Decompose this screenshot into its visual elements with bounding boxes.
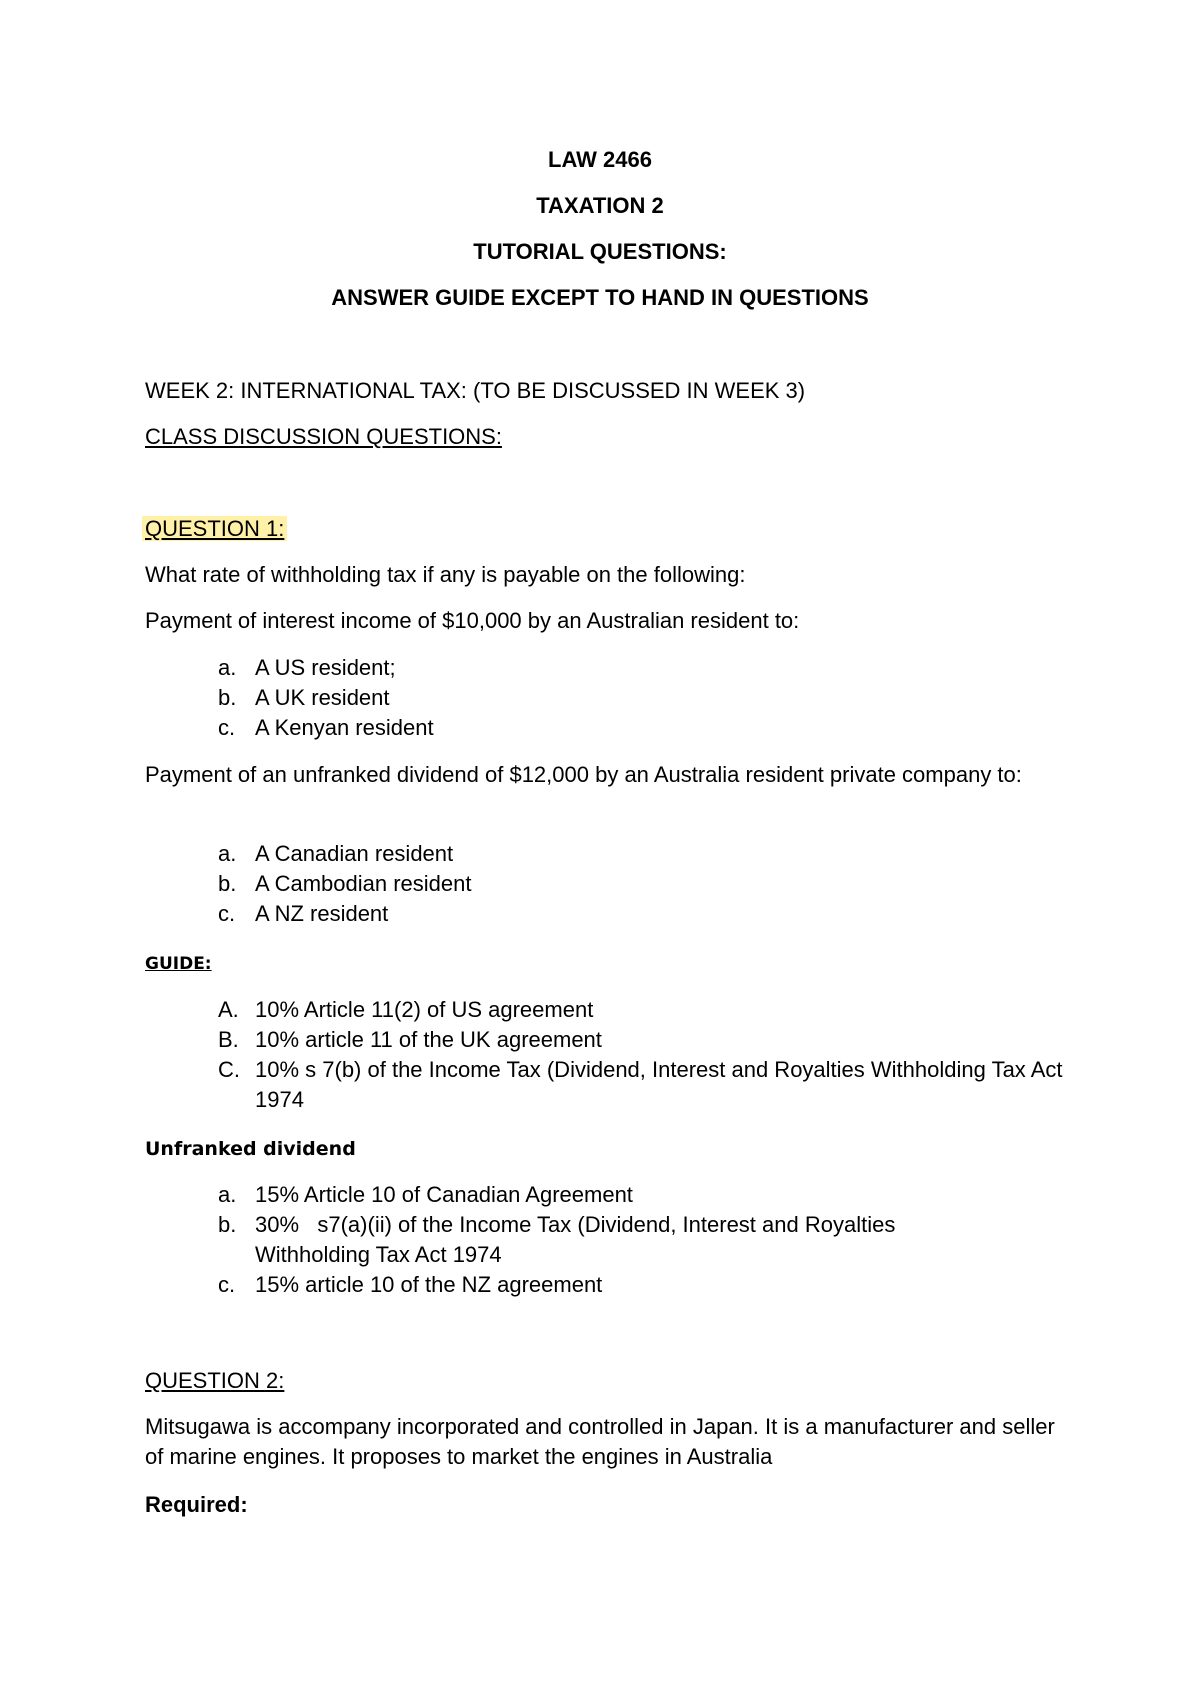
list-marker: c. [218,901,236,926]
list-item-text: 10% s 7(b) of the Income Tax (Dividend, Interest and Royalties Withholding Tax Act 1974 [255,1057,1063,1112]
unfranked-list [218,1180,978,1300]
list-marker: a. [218,1182,237,1207]
list-item-text: A US resident; [255,655,396,680]
guide-label: GUIDE: [145,954,212,974]
unfranked-dividend-label: Unfranked dividend [145,1138,356,1160]
list-marker: C. [218,1057,240,1082]
list-item [218,869,1078,899]
list-item-text: 15% article 10 of the NZ agreement [255,1272,603,1297]
list-item [218,1210,978,1270]
document-type: TUTORIAL QUESTIONS: [473,239,727,264]
list-item [218,683,1078,713]
list-item-text: 10% article 11 of the UK agreement [255,1027,602,1052]
list-item-text: 30% s7(a)(ii) of the Income Tax (Dividend, Interest and Royalties Withholding Tax Act 1974 [255,1212,902,1267]
list-item [218,653,1078,683]
list-item-text: A Cambodian resident [255,871,472,896]
list-item [218,713,1078,743]
course-name: TAXATION 2 [536,193,664,218]
list-item-text: 10% Article 11(2) of US agreement [255,997,594,1022]
week-heading: WEEK 2: INTERNATIONAL TAX: (TO BE DISCUSSED IN WEEK 3) [145,378,806,403]
required-label: Required: [145,1492,248,1517]
list-item [218,995,1078,1025]
list-marker: b. [218,1212,237,1237]
list-item [218,1270,978,1300]
list-marker: a. [218,841,237,866]
list-item [218,839,1078,869]
question-2-title: QUESTION 2: [145,1368,285,1393]
list-item-text: A NZ resident [255,901,389,926]
interest-list [218,653,1078,743]
list-marker: c. [218,1272,236,1297]
question-1-title-text: QUESTION 1: [142,516,287,541]
list-item [218,1025,1078,1055]
question-1-title [145,514,287,543]
guide-list [218,995,1078,1115]
list-item [218,1180,978,1210]
course-code: LAW 2466 [548,147,652,172]
list-item-text: A UK resident [255,685,390,710]
list-marker: a. [218,655,237,680]
section-heading: CLASS DISCUSSION QUESTIONS: [145,424,502,449]
question-2-body: Mitsugawa is accompany incorporated and controlled in Japan. It is a manufacturer and seller of marine engines. It proposes to market the engines in Australia [145,1414,1055,1469]
list-item-text: 15% Article 10 of Canadian Agreement [255,1182,633,1207]
question-1-intro: What rate of withholding tax if any is payable on the following: [145,562,746,587]
list-item [218,1055,1078,1115]
list-marker: c. [218,715,236,740]
list-marker: A. [218,997,239,1022]
interest-intro: Payment of interest income of $10,000 by an Australian resident to: [145,608,800,633]
document-subtitle: ANSWER GUIDE EXCEPT TO HAND IN QUESTIONS [331,285,869,310]
list-marker: b. [218,871,237,896]
dividend-intro: Payment of an unfranked dividend of $12,000 by an Australia resident private company to: [145,762,1022,787]
list-item-text: A Kenyan resident [255,715,434,740]
dividend-list [218,839,1078,929]
list-marker: b. [218,685,237,710]
list-item-text: A Canadian resident [255,841,454,866]
list-item [218,899,1078,929]
list-marker: B. [218,1027,239,1052]
